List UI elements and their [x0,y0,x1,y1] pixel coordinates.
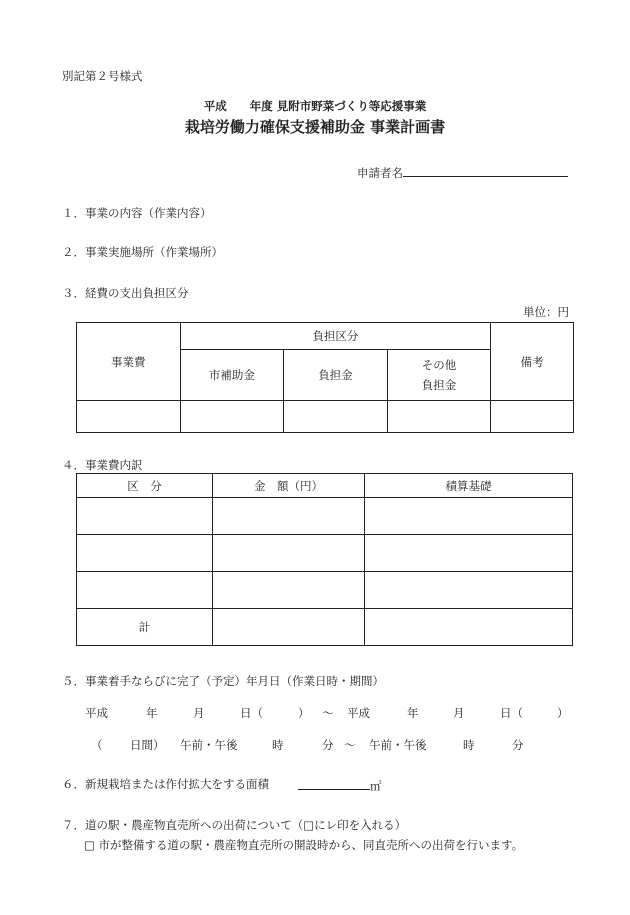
shipping-checkbox-option[interactable]: □ 市が整備する道の駅・農産物直売所の開設時から、同直売所への出荷を行います。 [84,838,524,852]
total-amount-cell[interactable] [213,609,365,646]
range-tilde: ～ [322,706,334,720]
breakdown-cell[interactable] [365,572,573,609]
form-subtitle: 平成 年度 見附市野菜づくり等応援事業 [203,99,427,113]
breakdown-cell[interactable] [213,572,365,609]
header-futan-kubun: 負担区分 [180,323,491,350]
minute-end: 分 [512,738,524,752]
era-start: 平成 [85,706,108,720]
cell-shi-hojokin[interactable] [180,401,284,433]
month-end: 月 [453,706,465,720]
breakdown-cell[interactable] [365,498,573,535]
header-futankin: 負担金 [284,350,388,401]
cost-burden-table [76,322,574,433]
header-biko: 備考 [491,323,574,401]
weekday-end-close: ） [557,706,569,720]
area-value-line[interactable] [298,775,370,790]
breakdown-cell[interactable] [77,572,213,609]
header-sekisan-kiso: 積算基礎 [365,474,573,498]
applicant-name-line[interactable] [403,163,568,177]
cost-breakdown-table [76,473,573,646]
cell-futankin[interactable] [284,401,388,433]
header-shi-hojokin: 市補助金 [180,350,284,401]
year-start: 年 [146,706,158,720]
breakdown-cell[interactable] [77,498,213,535]
breakdown-cell[interactable] [77,535,213,572]
sonota-line-2: 負担金 [421,378,457,392]
time-tilde: ～ [344,738,356,752]
day-start: 日（ [240,706,263,720]
breakdown-cell[interactable] [213,498,365,535]
area-field[interactable] [298,775,382,794]
breakdown-cell[interactable] [365,535,573,572]
minute-start: 分 [322,738,334,752]
days-label: 日間） [130,738,165,752]
section-6-heading: ６．新規栽培または作付拡大をする面積 [62,777,269,791]
weekday-start-close: ） [298,706,310,720]
schedule-time-row [0,737,630,753]
form-label: 別記第２号様式 [62,69,143,83]
area-unit: ㎡ [370,779,382,793]
ampm-end: 午前・午後 [369,738,427,752]
ampm-start: 午前・午後 [180,738,238,752]
total-label: 計 [77,609,213,646]
day-end: 日（ [500,706,523,720]
header-kubun: 区 分 [77,474,213,498]
applicant-field[interactable] [357,163,568,181]
total-basis-cell[interactable] [365,609,573,646]
cell-biko[interactable] [491,401,574,433]
section-4-heading: ４．事業費内訳 [62,458,143,472]
days-open: （ [91,738,103,752]
breakdown-cell[interactable] [213,535,365,572]
hour-end: 時 [463,738,475,752]
section-1-heading: １．事業の内容（作業内容） [62,206,212,220]
applicant-label: 申請者名 [357,166,403,180]
section-7-heading: ７．道の駅・農産物直売所への出荷について（□にレ印を入れる） [62,818,407,832]
page-title: 栽培労働力確保支援補助金 事業計画書 [184,118,446,136]
era-end: 平成 [347,706,370,720]
section-2-heading: ２．事業実施場所（作業場所） [62,245,223,259]
sonota-line-1: その他 [421,358,457,372]
header-kingaku: 金 額（円） [213,474,365,498]
header-jigyohi: 事業費 [77,323,181,401]
cell-jigyohi[interactable] [77,401,181,433]
cell-sonota[interactable] [387,401,491,433]
unit-label: 単位：円 [523,305,569,319]
hour-start: 時 [272,738,284,752]
section-5-heading: ５．事業着手ならびに完了（予定）年月日（作業日時・期間） [62,674,384,688]
schedule-date-row [0,705,630,721]
year-end: 年 [407,706,419,720]
month-start: 月 [193,706,205,720]
section-3-heading: ３．経費の支出負担区分 [62,286,189,300]
header-sonota-futankin [387,350,491,401]
